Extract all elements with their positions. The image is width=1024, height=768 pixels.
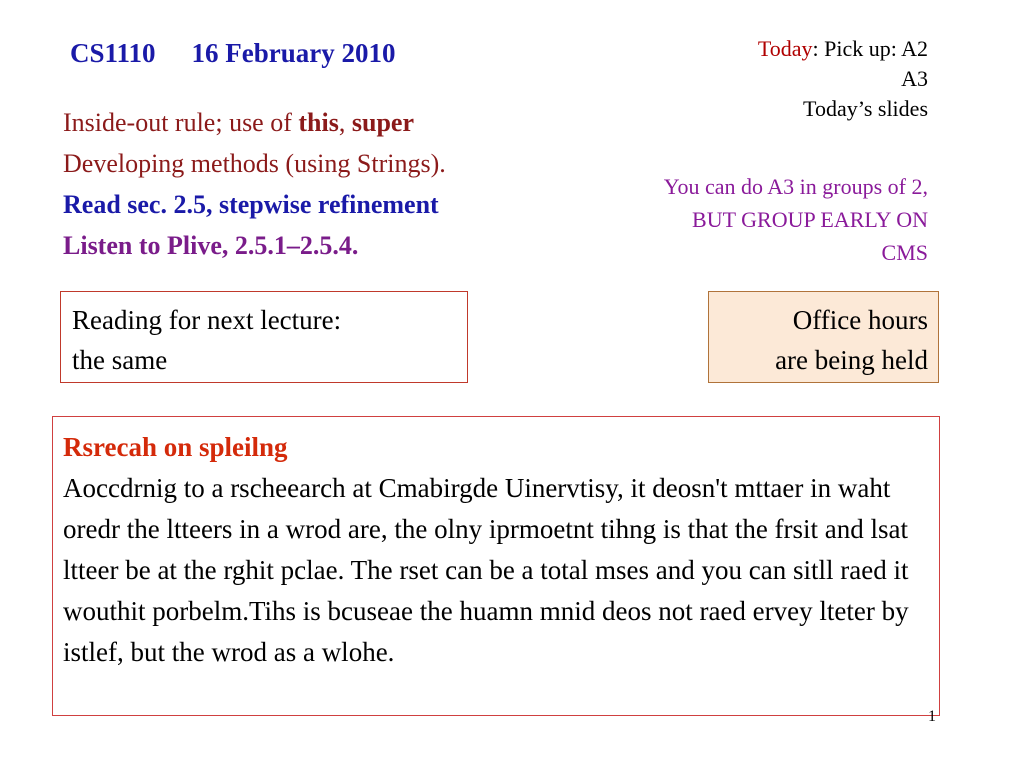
- keyword-this: this: [298, 108, 339, 137]
- today-label: Today: [757, 36, 813, 61]
- today-pickup-slides: Today’s slides: [803, 96, 928, 121]
- lecture-date: 16 February 2010: [191, 38, 396, 68]
- topic-line-4: Listen to Plive, 2.5.1–2.5.4.: [63, 231, 359, 260]
- course-code: CS1110: [70, 38, 156, 68]
- office-hours-line-2: are being held: [775, 345, 928, 375]
- page-number: 1: [928, 708, 936, 725]
- research-body: Aoccdrnig to a rscheearch at Cmabirgde Uinervtisy, it deosn't mttaer in waht oredr the ltteers in a wrod are, the olny iprmoetnt tihng is that the frsit and lsat ltteer be at the rghit pclae. The rset can be a total mses and you can sitll raed it wouthit porbelm.Tihs is bcuseae the huamn mnid deos not raed ervey lteter by istlef, but the wrod as a wlohe.: [63, 473, 909, 667]
- topic-line-2: Developing methods (using Strings).: [63, 149, 446, 178]
- group-work-note: You can do A3 in groups of 2, BUT GROUP EARLY ON CMS: [663, 174, 928, 265]
- today-pickup-a3: A3: [901, 66, 928, 91]
- slide-title: [70, 38, 396, 69]
- topic-line-3: Read sec. 2.5, stepwise refinement: [63, 190, 439, 219]
- research-box: [52, 416, 940, 716]
- reading-box: [60, 291, 468, 383]
- lecture-topics: [63, 102, 446, 266]
- keyword-super: super: [351, 108, 414, 137]
- today-pickup-text: : Pick up: A2: [812, 36, 928, 61]
- office-hours-line-1: Office hours: [792, 305, 928, 335]
- research-title: Rsrecah on spleilng: [63, 432, 288, 462]
- reading-line-1: Reading for next lecture:: [72, 305, 342, 335]
- reading-line-2: the same: [72, 345, 168, 375]
- today-pickup-note: [758, 34, 928, 124]
- topic-line-1: Inside-out rule; use of this, super: [63, 108, 414, 137]
- office-hours-box: [708, 291, 939, 383]
